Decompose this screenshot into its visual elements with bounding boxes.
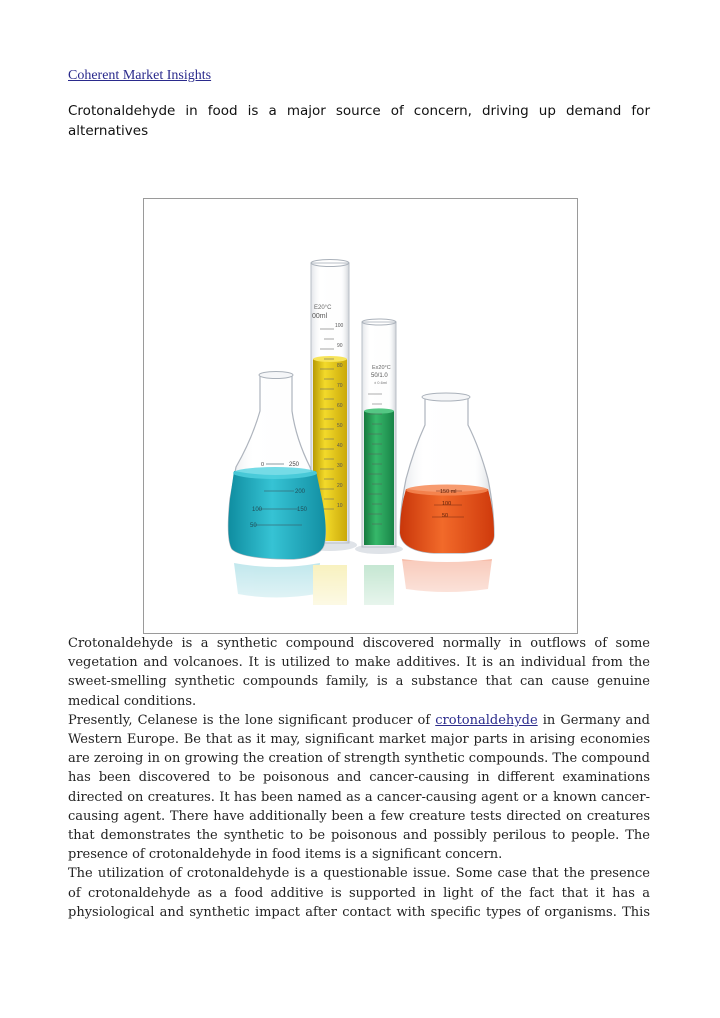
paragraph: Crotonaldehyde is a synthetic compound discovered normally in outflows of some vegetation and volcanoes. It is utilized to make additives. It is an individual from the sweet-smelling synthetic compounds family, is a substance that can cause genuine medical conditions. bbox=[68, 636, 650, 709]
flask-mark-label: 150 ml bbox=[440, 489, 457, 495]
erlenmeyer-flask-orange bbox=[400, 393, 494, 553]
cylinder-temp-label: Ex20°C bbox=[372, 365, 391, 371]
flask-mark-label: 250 bbox=[289, 462, 300, 468]
tick-label: 40 bbox=[337, 443, 343, 449]
lab-glassware-image bbox=[143, 198, 578, 634]
paragraph-text: Presently, Celanese is the lone significant producer of bbox=[68, 712, 436, 728]
flask-tick-label: 0 bbox=[261, 462, 265, 468]
flask-mark-label: 100 bbox=[252, 507, 263, 513]
flask-mark-label: 50 bbox=[250, 523, 257, 529]
tick-label: 70 bbox=[337, 383, 343, 389]
flask-mark-label: 200 bbox=[295, 489, 306, 495]
crotonaldehyde-link[interactable]: crotonaldehyde bbox=[435, 712, 538, 728]
article-headline: Crotonaldehyde in food is a major source of concern, driving up demand for alternatives bbox=[68, 103, 650, 139]
article-body bbox=[68, 634, 650, 922]
tick-label: 80 bbox=[337, 363, 343, 369]
cylinder-temp-label: E20°C bbox=[314, 305, 332, 311]
tick-label: 60 bbox=[337, 403, 343, 409]
tick-label: 100 bbox=[335, 323, 344, 329]
flask-mark-label: 150 bbox=[297, 507, 308, 513]
paragraph bbox=[68, 711, 650, 865]
flask-mark-label: 50 bbox=[442, 513, 449, 519]
cylinder-volume-label: 00ml bbox=[312, 313, 328, 320]
tick-label: 10 bbox=[337, 503, 343, 509]
paragraph: The utilization of crotonaldehyde is a questionable issue. Some case that the presence of crotonaldehyde as a food additive is supported in light of the fact that it has a physiological and synthetic impact after contact with specific types of organisms. This bbox=[68, 866, 650, 920]
tick-label: 90 bbox=[337, 343, 343, 349]
tick-label: 50 bbox=[337, 423, 343, 429]
cylinder-tolerance-label: ± 0.6ml bbox=[374, 380, 388, 385]
tick-label: 20 bbox=[337, 483, 343, 489]
graduated-cylinder-green bbox=[355, 319, 403, 554]
flask-mark-label: 100 bbox=[442, 501, 452, 507]
cylinder-volume-label: 50/1.0 bbox=[371, 373, 388, 379]
paragraph-text: in Germany and Western Europe. Be that as it may, significant market major parts in arising economies are zeroing in on growing the creation of strength synthetic compounds. The compound has been discovered to be poisonous and cancer-causing in different examinations directed on creatures. It has been named as a cancer-causing agent or a known cancer-causing agent. There have additionally been a few creature tests directed on creatures that demonstrates the synthetic to be poisonous and possibly perilous to people. The presence of crotonaldehyde in food items is a significant concern. bbox=[68, 712, 650, 863]
tick-label: 30 bbox=[337, 463, 343, 469]
site-link[interactable]: Coherent Market Insights bbox=[68, 68, 212, 83]
